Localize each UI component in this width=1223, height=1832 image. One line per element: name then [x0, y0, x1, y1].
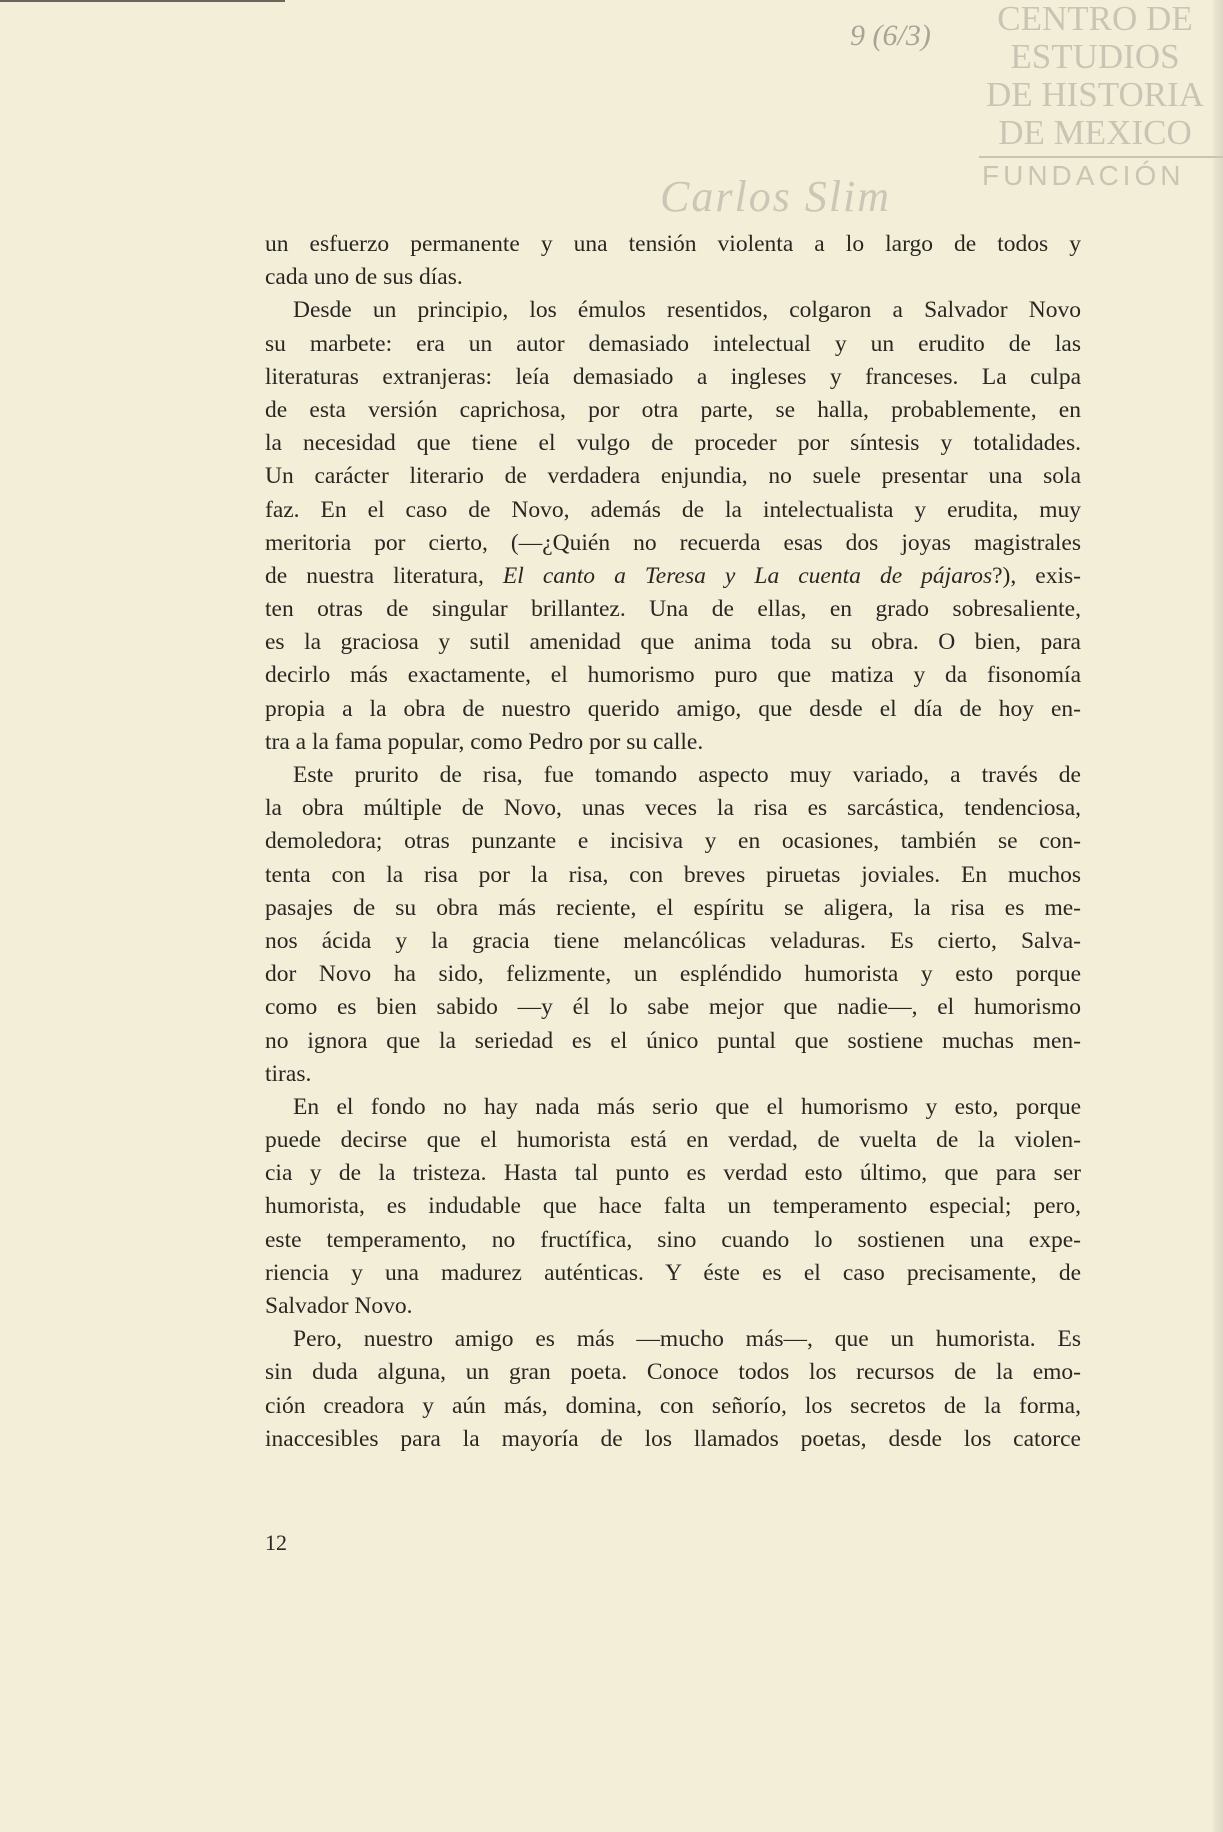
text-line: ción creadora y aún más, domina, con señorío, los secretos de la forma, [265, 1392, 1081, 1419]
text-line: Desde un principio, los émulos resentidos, colgaron a Salvador Novo [293, 297, 1081, 324]
scan-edge-line [0, 0, 285, 2]
text-line: su marbete: era un autor demasiado intelectual y un erudito de las [265, 330, 1081, 357]
text-line: cia y de la tristeza. Hasta tal punto es verdad esto último, que para ser [265, 1160, 1081, 1187]
text-line: tenta con la risa por la risa, con breves piruetas joviales. En muchos [265, 861, 1081, 888]
watermark-foundation: FUNDACIÓN [982, 160, 1185, 191]
text-line: un esfuerzo permanente y una tensión violenta a lo largo de todos y [265, 231, 1081, 257]
text-line: demoledora; otras punzante e incisiva y en ocasiones, también se con- [265, 828, 1081, 855]
text-line: propia a la obra de nuestro querido amigo, que desde el día de hoy en- [265, 695, 1081, 722]
watermark-divider [979, 156, 1223, 158]
watermark-line: DE MEXICO [998, 113, 1192, 152]
text-line: pasajes de su obra más reciente, el espíritu se aligera, la risa es me- [265, 894, 1081, 921]
page-edge-shadow [1213, 0, 1223, 1832]
text-line: puede decirse que el humorista está en verdad, de vuelta de la violen- [265, 1127, 1081, 1154]
text-line: decirlo más exactamente, el humorismo puro que matiza y da fisonomía [265, 662, 1081, 689]
watermark-line: DE HISTORIA [985, 75, 1205, 114]
text-line: tiras. [265, 1060, 312, 1087]
watermark-line: ESTUDIOS [1010, 37, 1180, 76]
text-line: no ignora que la seriedad es el único puntal que sostiene muchas men- [265, 1027, 1081, 1054]
text-line: la obra múltiple de Novo, unas veces la risa es sarcástica, tendenciosa, [265, 795, 1081, 822]
text-line: En el fondo no hay nada más serio que el humorismo y esto, porque [293, 1093, 1081, 1120]
text-line: la necesidad que tiene el vulgo de proceder por síntesis y totalidades. [265, 430, 1081, 457]
text-line: Un carácter literario de verdadera enjundia, no suele presentar una sola [265, 463, 1081, 490]
text-line: riencia y una madurez auténticas. Y éste es el caso precisamente, de [265, 1259, 1081, 1286]
text-line: como es bien sabido —y él lo sabe mejor que nadie—, el humorismo [265, 994, 1081, 1021]
text-line: meritoria por cierto, (—¿Quién no recuerda esas dos joyas magistrales [265, 529, 1081, 556]
text-line: literaturas extranjeras: leía demasiado a ingleses y franceses. La culpa [265, 363, 1081, 390]
text-line: sin duda alguna, un gran poeta. Conoce todos los recursos de la emo- [265, 1359, 1081, 1386]
text-line: es la graciosa y sutil amenidad que anima toda su obra. O bien, para [265, 629, 1081, 656]
text-line: Salvador Novo. [265, 1293, 413, 1319]
text-line: este temperamento, no fructífica, sino cuando lo sostienen una expe- [265, 1226, 1081, 1253]
text-line: faz. En el caso de Novo, además de la intelectualista y erudita, muy [265, 496, 1081, 523]
text-line: inaccesibles para la mayoría de los llamados poetas, desde los catorce [265, 1425, 1081, 1452]
text-line: humorista, es indudable que hace falta un temperamento especial; pero, [265, 1193, 1081, 1220]
text-line: ten otras de singular brillantez. Una de ellas, en grado sobresaliente, [265, 596, 1081, 623]
page-number: 12 [265, 1530, 287, 1555]
text-line: Pero, nuestro amigo es más —mucho más—, que un humorista. Es [293, 1326, 1081, 1353]
text-line: tra a la fama popular, como Pedro por su calle. [265, 728, 704, 755]
text-line: de esta versión caprichosa, por otra parte, se halla, probablemente, en [265, 396, 1081, 423]
watermark-line: CENTRO DE [997, 0, 1193, 38]
text-line: cada uno de sus días. [265, 264, 463, 291]
text-line: de nuestra literatura, El canto a Teresa y La cuenta de pájaros?), exis- [265, 562, 1081, 589]
text-line: Este prurito de risa, fue tomando aspecto muy variado, a través de [293, 762, 1081, 788]
watermark-signature: Carlos Slim [660, 172, 892, 221]
text-line: dor Novo ha sido, felizmente, un espléndido humorista y esto porque [265, 961, 1081, 988]
body-text [265, 228, 1081, 1456]
text-line: nos ácida y la gracia tiene melancólicas veladuras. Es cierto, Salva- [265, 927, 1081, 954]
handwritten-mark: 9 (6/3) [850, 19, 931, 52]
